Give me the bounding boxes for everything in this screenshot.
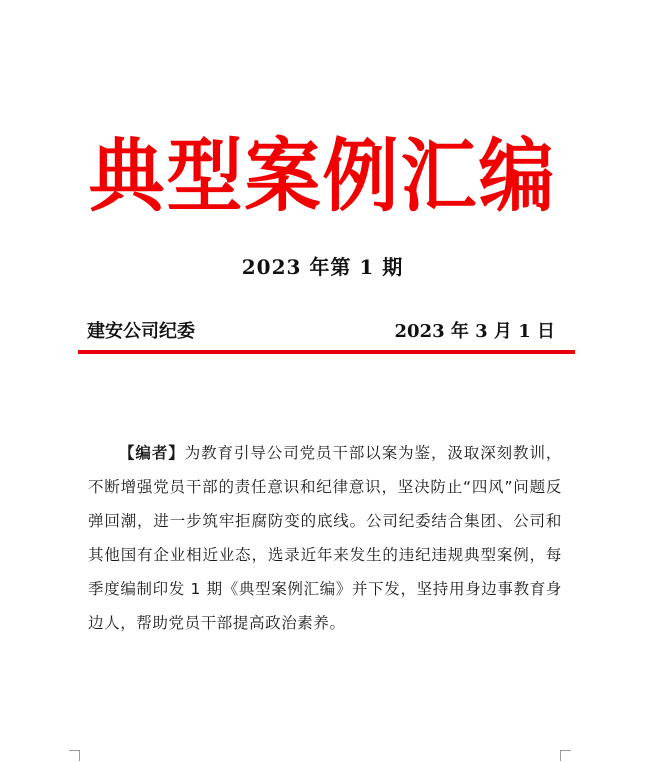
issue-number: 2023 年第 1 期	[241, 255, 404, 279]
editor-note-paragraph	[88, 436, 562, 640]
issue-date: 2023 年 3 月 1 日	[394, 321, 555, 342]
red-header-rule	[78, 350, 575, 354]
page-corner-mark-left	[69, 750, 80, 761]
issuing-organization: 建安公司纪委	[87, 321, 195, 342]
editor-note-text: 为教育引导公司党员干部以案为鉴，汲取深刻教训，不断增强党员干部的责任意识和纪律意识，坚决防止“四风”问题反弹回潮，进一步筑牢拒腐防变的底线。公司纪委结合集团、公司和其他国有企业相近业态，选录近年来发生的违纪违规典型案例，每季度编制印发 1 期《典型案例汇编》并下发，坚持用身边事教育身边人，帮助党员干部提高政治素养。	[88, 443, 562, 632]
page-corner-mark-right	[560, 750, 571, 761]
editor-note-label: 【编者】	[119, 443, 185, 462]
document-title: 典型案例汇编	[88, 128, 557, 223]
